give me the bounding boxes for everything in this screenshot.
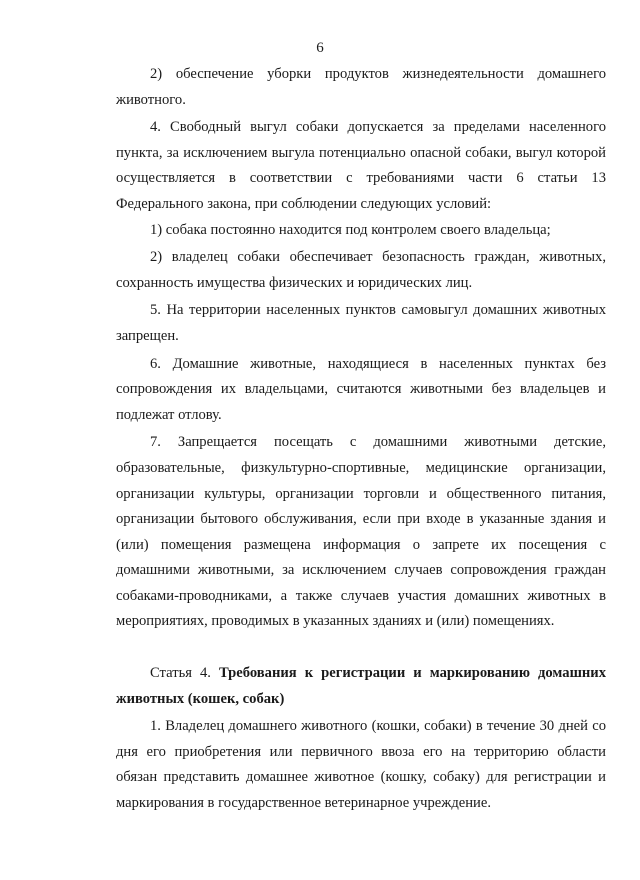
article-prefix: Статья 4. <box>150 665 219 682</box>
paragraph-item-2-cleanup: 2) обеспечение уборки продуктов жизнедеятельности домашнего животного. <box>116 66 606 108</box>
paragraph-condition-2: 2) владелец собаки обеспечивает безопасность граждан, животных, сохранность имущества физических и юридических лиц. <box>116 249 606 291</box>
article-paragraph-1: 1. Владелец домашнего животного (кошки, собаки) в течение 30 дней со дня его приобретения или первичного ввоза его на территорию области обязан представить домашнее животное (кошку, собаку) для регистрации и маркирования в государственное ветеринарное учреждение. <box>116 718 606 812</box>
article-title: Требования к регистрации и маркированию домашних животных (кошек, собак) <box>116 665 607 707</box>
paragraph-clause-5: 5. На территории населенных пунктов самовыгул домашних животных запрещен. <box>116 302 606 344</box>
paragraph-clause-6: 6. Домашние животные, находящиеся в населенных пунктах без сопровождения их владельцами, считаются животными без владельцев и подлежат отлову. <box>116 355 606 423</box>
paragraph-clause-7: 7. Запрещается посещать с домашними животными детские, образовательные, физкультурно-спортивные, медицинские организации, организации культуры, организации торговли и общественного питания, организации бытового обслуживания, если при входе в указанные здания и (или) помещения размещена информация о запрете их посещения с домашними животными, за исключением случаев сопровождения граждан собаками-проводниками, а также случаев участия домашних животных в мероприятиях, проводимых в указанных зданиях и (или) помещениях. <box>116 434 606 630</box>
paragraph-clause-4: 4. Свободный выгул собаки допускается за пределами населенного пункта, за исключением выгула потенциально опасной собаки, выгул которой осуществляется в соответствии с требованиями части 6 статьи 13 Федерального закона, при соблюдении следующих условий: <box>116 119 606 212</box>
article-heading <box>116 661 606 712</box>
document-body <box>116 62 606 817</box>
paragraph-condition-1: 1) собака постоянно находится под контролем своего владельца; <box>150 221 551 238</box>
page-number: 6 <box>316 40 324 56</box>
